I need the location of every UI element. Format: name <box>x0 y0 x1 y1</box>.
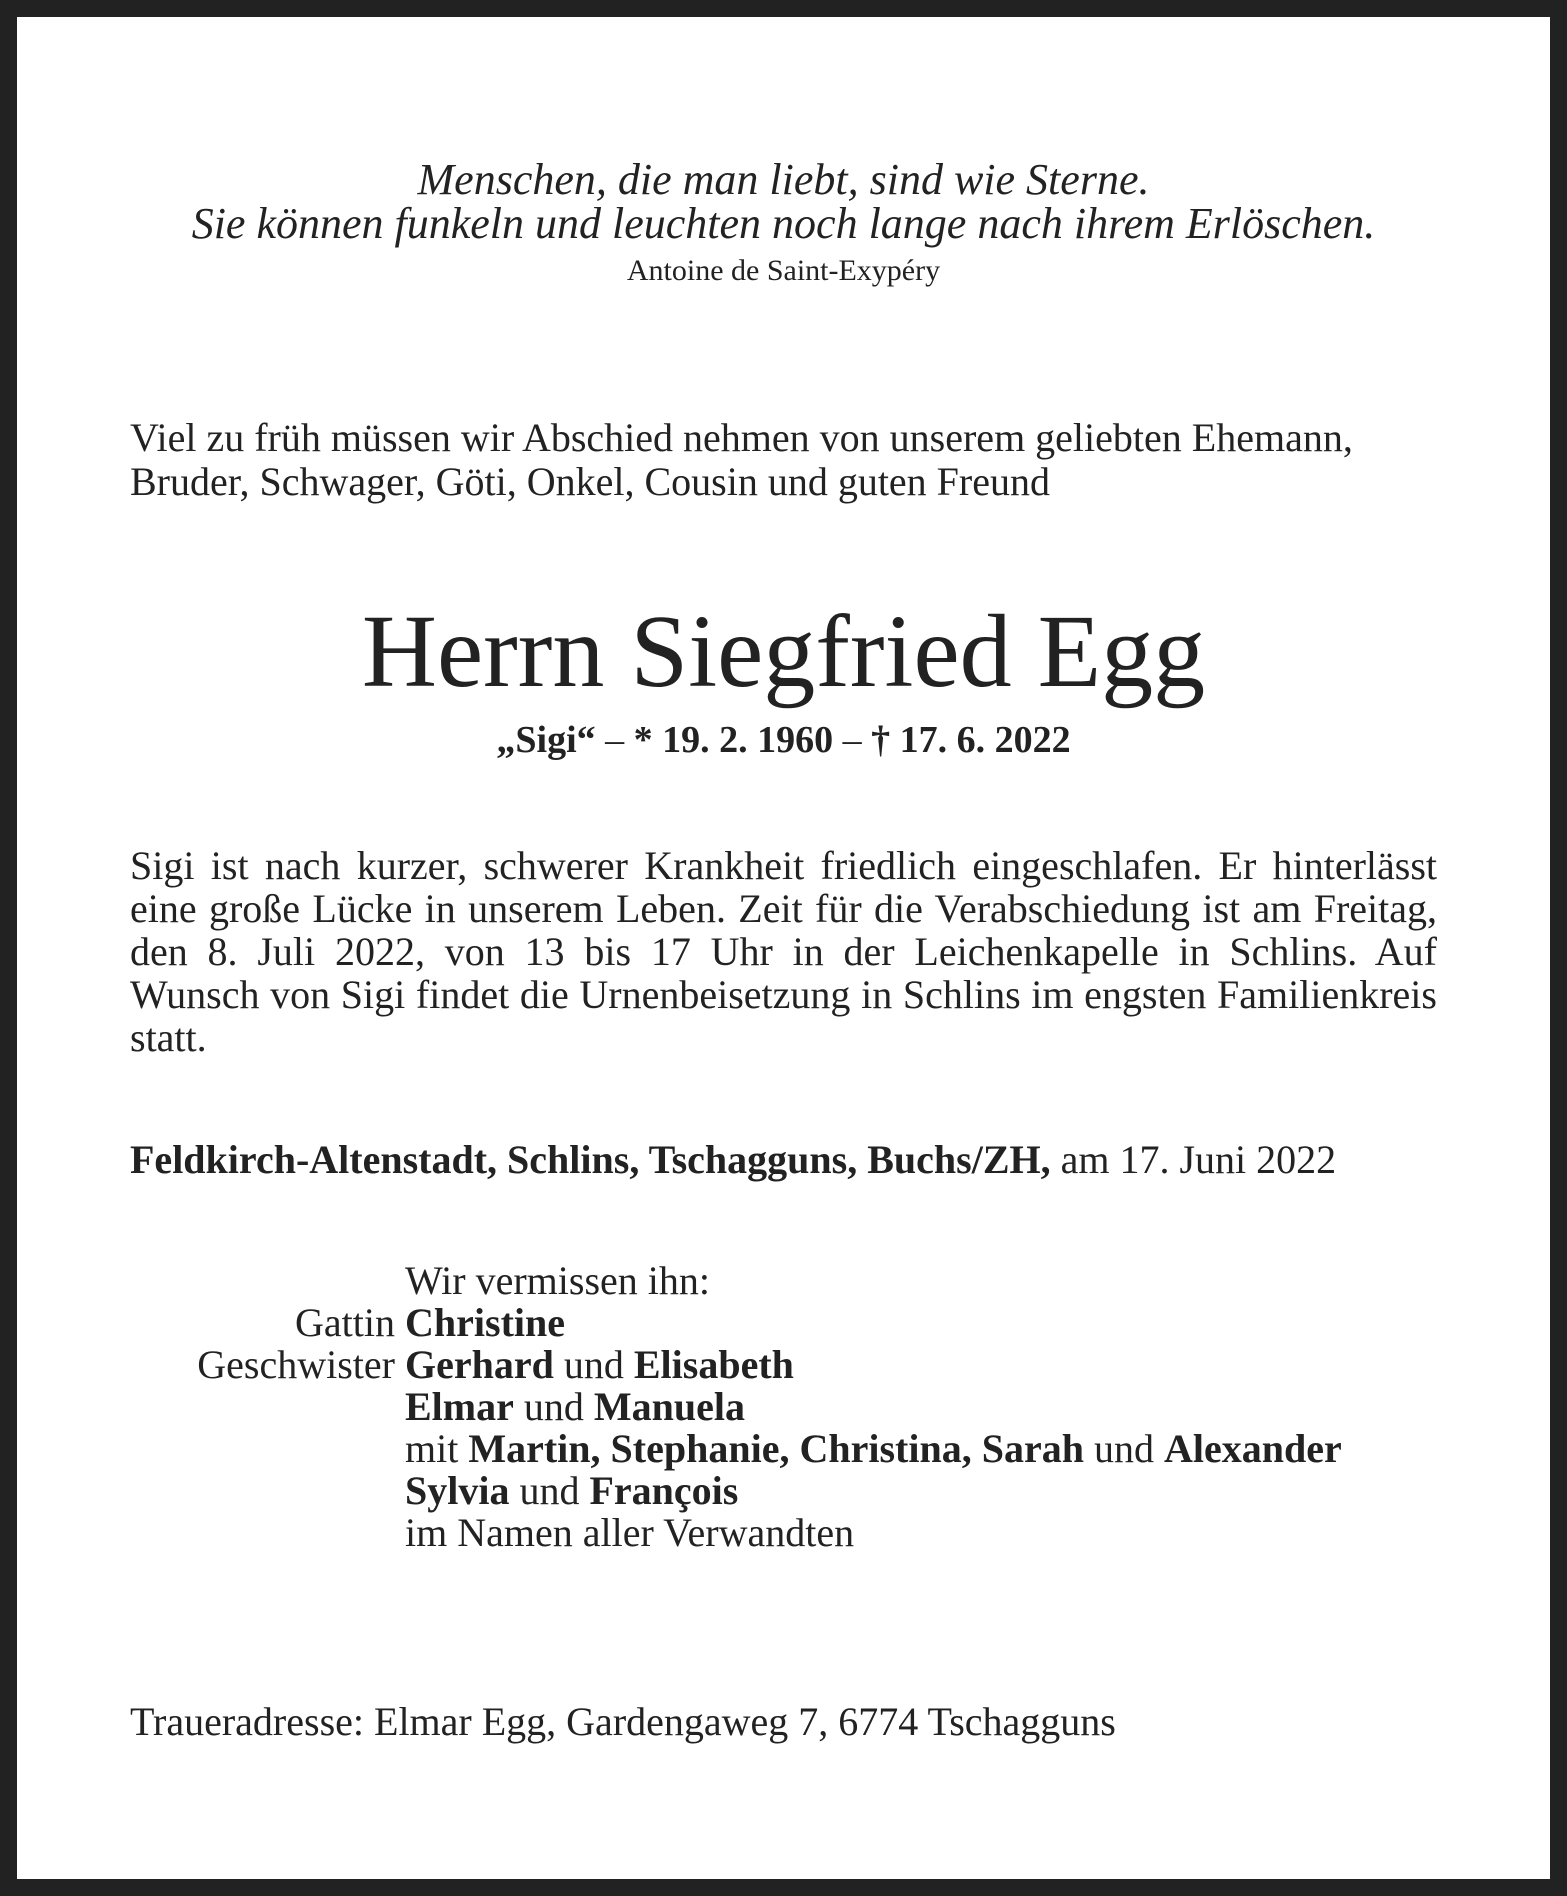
sibling-name: Sylvia <box>405 1468 510 1513</box>
mourners-list <box>130 1260 1450 1554</box>
sibling-partner-name: François <box>589 1468 739 1513</box>
quote-author: Antoine de Saint-Exypéry <box>626 254 941 287</box>
spouse-row <box>130 1302 1450 1344</box>
nephew-names: Martin, Stephanie, Christina, Sarah <box>468 1426 1084 1471</box>
spouse-label: Gattin <box>295 1300 395 1345</box>
dash-separator: – <box>595 719 634 761</box>
sibling-name: Elmar <box>405 1384 514 1429</box>
sibling-partner-name: Manuela <box>593 1384 745 1429</box>
intro-line-1: Viel zu früh müssen wir Abschied nehmen von unserem geliebten Ehemann, <box>130 415 1353 460</box>
death-date: † 17. 6. 2022 <box>871 719 1071 761</box>
nickname: „Sigi“ <box>496 719 596 761</box>
intro-line-2: Bruder, Schwager, Göti, Onkel, Cousin und guten Freund <box>130 459 1050 504</box>
nephews-row: mit Martin, Stephanie, Christina, Sarah und Alexander <box>405 1426 1342 1471</box>
sibling-name: Gerhard <box>405 1342 554 1387</box>
mourners-heading: Wir vermissen ihn: <box>405 1258 710 1303</box>
spouse-name: Christine <box>405 1300 565 1345</box>
nephew-name-last: Alexander <box>1163 1426 1342 1471</box>
mourning-address: Traueradresse: Elmar Egg, Gardengaweg 7, 6774 Tschagguns <box>130 1699 1116 1744</box>
siblings-label: Geschwister <box>197 1342 395 1387</box>
mourners-heading-row <box>130 1260 1450 1302</box>
siblings-row-2: Elmar und Manuela <box>405 1384 745 1429</box>
siblings-row-3: Sylvia und François <box>405 1468 739 1513</box>
dash-separator: – <box>833 719 872 761</box>
quote-line-2: Sie können funkeln und leuchten noch lange nach ihrem Erlöschen. <box>191 199 1376 248</box>
birth-date: * 19. 2. 1960 <box>633 719 834 761</box>
epigraph-quote <box>120 155 1447 248</box>
relatives-closing: im Namen aller Verwandten <box>405 1510 855 1555</box>
places: Feldkirch-Altenstadt, Schlins, Tschagguns, Buchs/ZH, <box>130 1137 1051 1182</box>
intro-text <box>130 416 1450 504</box>
life-dates <box>120 718 1447 762</box>
place-date-line <box>130 1138 1450 1182</box>
siblings-row-1: Geschwister Gerhard und Elisabeth <box>130 1344 1450 1386</box>
notice-date: am 17. Juni 2022 <box>1050 1137 1337 1182</box>
sibling-partner-name: Elisabeth <box>633 1342 794 1387</box>
quote-line-1: Menschen, die man liebt, sind wie Sterne. <box>417 155 1150 204</box>
deceased-name: Herrn Siegfried Egg <box>361 594 1206 709</box>
announcement-body: Sigi ist nach kurzer, schwerer Krankheit friedlich eingeschlafen. Er hinterlässt eine große Lücke in unserem Leben. Zeit für die Verabschiedung ist am Freitag, den 8. Juli 2022, von 13 bis 17 Uhr in der Leichenkapelle in Schlins. Auf Wunsch von Sigi findet die Urnenbeisetzung in Schlins im engsten Familienkreis statt. <box>130 843 1437 1060</box>
relatives-row <box>130 1512 1450 1554</box>
